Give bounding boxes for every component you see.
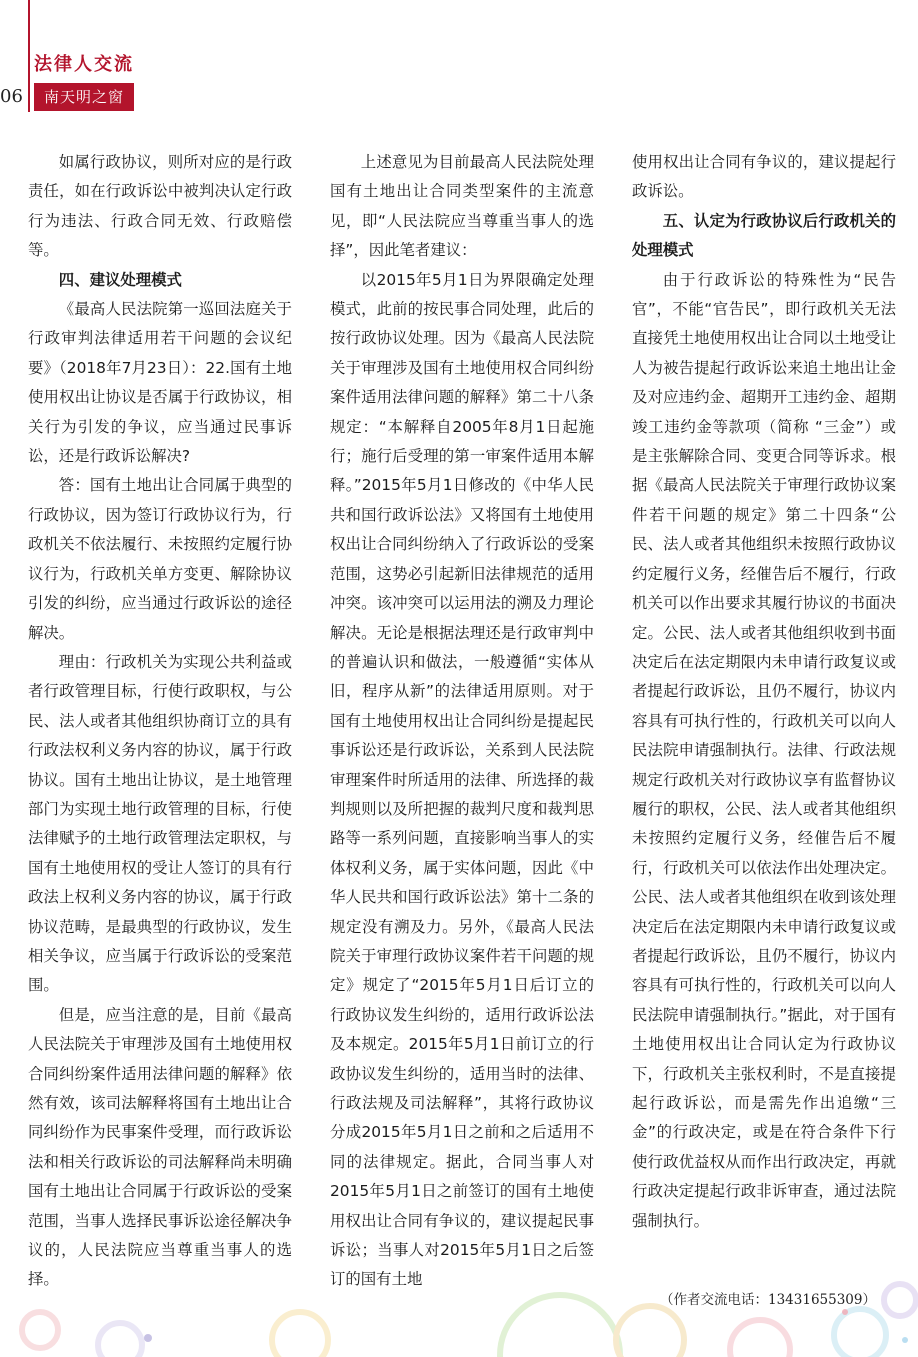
page-number: 06 [0, 86, 23, 107]
paragraph: 理由：行政机关为实现公共利益或者行政管理目标，行使行政职权，与公民、法人或者其他组织协商订立的具有行政法权利义务内容的协议，属于行政协议。国有土地出让协议，是土地管理部门为实现土地行政管理的目标，行使法律赋予的土地行政管理法定职权，与国有土地使用权的受让人签订的具有行政法上权利义务内容的协议，属于行政协议范畴，是最典型的行政协议，发生相关争议，应当属于行政诉讼的受案范围。 [28, 652, 292, 995]
header-divider [28, 0, 30, 112]
paragraph: 上述意见为目前最高人民法院处理国有土地出让合同类型案件的主流意见，即“人民法院应当尊重当事人的选择”，因此笔者建议： [330, 153, 594, 260]
section-heading: 四、建议处理模式 [58, 270, 182, 289]
text-column-2 [330, 148, 594, 1295]
section-heading: 五、认定为行政协议后行政机关的处理模式 [632, 211, 896, 260]
paragraph: 如属行政协议，则所对应的是行政责任，如在行政诉讼中被判决认定行政行为违法、行政合同无效、行政赔偿等。 [28, 153, 292, 260]
paragraph: 《最高人民法院第一巡回法庭关于行政审判法律适用若干问题的会议纪要》（2018年7月23日）：22.国有土地使用权出让协议是否属于行政协议，相关行为引发的争议，应当通过民事诉讼，还是行政诉讼解决? [28, 300, 292, 466]
author-contact: （作者交流电话：13431655309） [660, 1292, 876, 1308]
paragraph: 由于行政诉讼的特殊性为“民告官”，不能“官告民”，即行政机关无法直接凭土地使用权出让合同以土地受让人为被告提起行政诉讼来追土地出让金及对应违约金、超期开工违约金、超期竣工违约金等款项（简称 “三金”）或是主张解除合同、变更合同等诉求。根据《最高人民法院关于审理行政协议案件若干问题的规定》第二十四条“公民、法人或者其他组织未按照行政协议约定履行义务，经催告后不履行，行政机关可以作出要求其履行协议的书面决定。公民、法人或者其他组织收到书面决定后在法定期限内未申请行政复议或者提起行政诉讼，且仍不履行，协议内容具有可执行性的，行政机关可以向人民法院申请强制执行。法律、行政法规规定行政机关对行政协议享有监督协议履行的职权，公民、法人或者其他组织未按照约定履行义务，经催告后不履行，行政机关可以依法作出处理决定。公民、法人或者其他组织在收到该处理决定后在法定期限内未申请行政复议或者提起行政诉讼，且仍不履行，协议内容具有可执行性的，行政机关可以向人民法院申请强制执行。”据此，对于国有土地使用权出让合同认定为行政协议下，行政机关主张权利时，不是直接提起行政诉讼，而是需先作出追缴“三金”的行政决定，或是在符合条件下行使行政优益权从而作出行政决定，再就行政决定提起行政非诉审查，通过法院强制执行。 [632, 270, 896, 1230]
paragraph: 答：国有土地出让合同属于典型的行政协议，因为签订行政协议行为，行政机关不依法履行、未按照约定履行协议行为，行政机关单方变更、解除协议引发的纠纷，应当通过行政诉讼的途径解决。 [28, 476, 292, 642]
section-title: 法律人交流 [34, 54, 134, 75]
paragraph: 以2015年5月1日为界限确定处理模式，此前的按民事合同处理，此后的按行政协议处理。因为《最高人民法院关于审理涉及国有土地使用权合同纠纷案件适用法律问题的解释》第二十八条规定：“本解释自2005年8月1日起施行；施行后受理的第一审案件适用本解释。”2015年5月1日修改的《中华人民共和国行政诉讼法》又将国有土地使用权出让合同纠纷纳入了行政诉讼的受案范围，这势必引起新旧法律规范的适用冲突。该冲突可以运用法的溯及力理论解决。无论是根据法理还是行政审判中的普遍认识和做法，一般遵循“实体从旧，程序从新”的法律适用原则。对于国有土地使用权出让合同纠纷是提起民事诉讼还是行政诉讼，关系到人民法院审理案件时所适用的法律、所选择的裁判规则以及所把握的裁判尺度和裁判思路等一系列问题，直接影响当事人的实体权利义务，属于实体问题，因此《中华人民共和国行政诉讼法》第十二条的规定没有溯及力。另外，《最高人民法院关于审理行政协议案件若干问题的规定》规定了“2015年5月1日后订立的行政协议发生纠纷的，适用行政诉讼法及本规定。2015年5月1日前订立的行政协议发生纠纷的，适用当时的法律、行政法规及司法解释”，其将行政协议分成2015年5月1日之前和之后适用不同的法律规定。据此，合同当事人对2015年5月1日之前签订的国有土地使用权出让合同有争议的，建议提起民事诉讼；当事人对2015年5月1日之后签订的国有土地 [330, 270, 594, 1289]
paragraph: 使用权出让合同有争议的，建议提起行政诉讼。 [632, 153, 896, 201]
text-column-3 [632, 148, 896, 1236]
section-subtitle-badge: 南天明之窗 [34, 83, 134, 111]
text-column-1 [28, 148, 292, 1295]
paragraph: 但是，应当注意的是，目前《最高人民法院关于审理涉及国有土地使用权合同纠纷案件适用法律问题的解释》依然有效，该司法解释将国有土地出让合同纠纷作为民事案件受理，而行政诉讼法和相关行政诉讼的司法解释尚未明确国有土地出让合同属于行政诉讼的受案范围，当事人选择民事诉讼途径解决争议的，人民法院应当尊重当事人的选择。 [28, 1005, 292, 1289]
